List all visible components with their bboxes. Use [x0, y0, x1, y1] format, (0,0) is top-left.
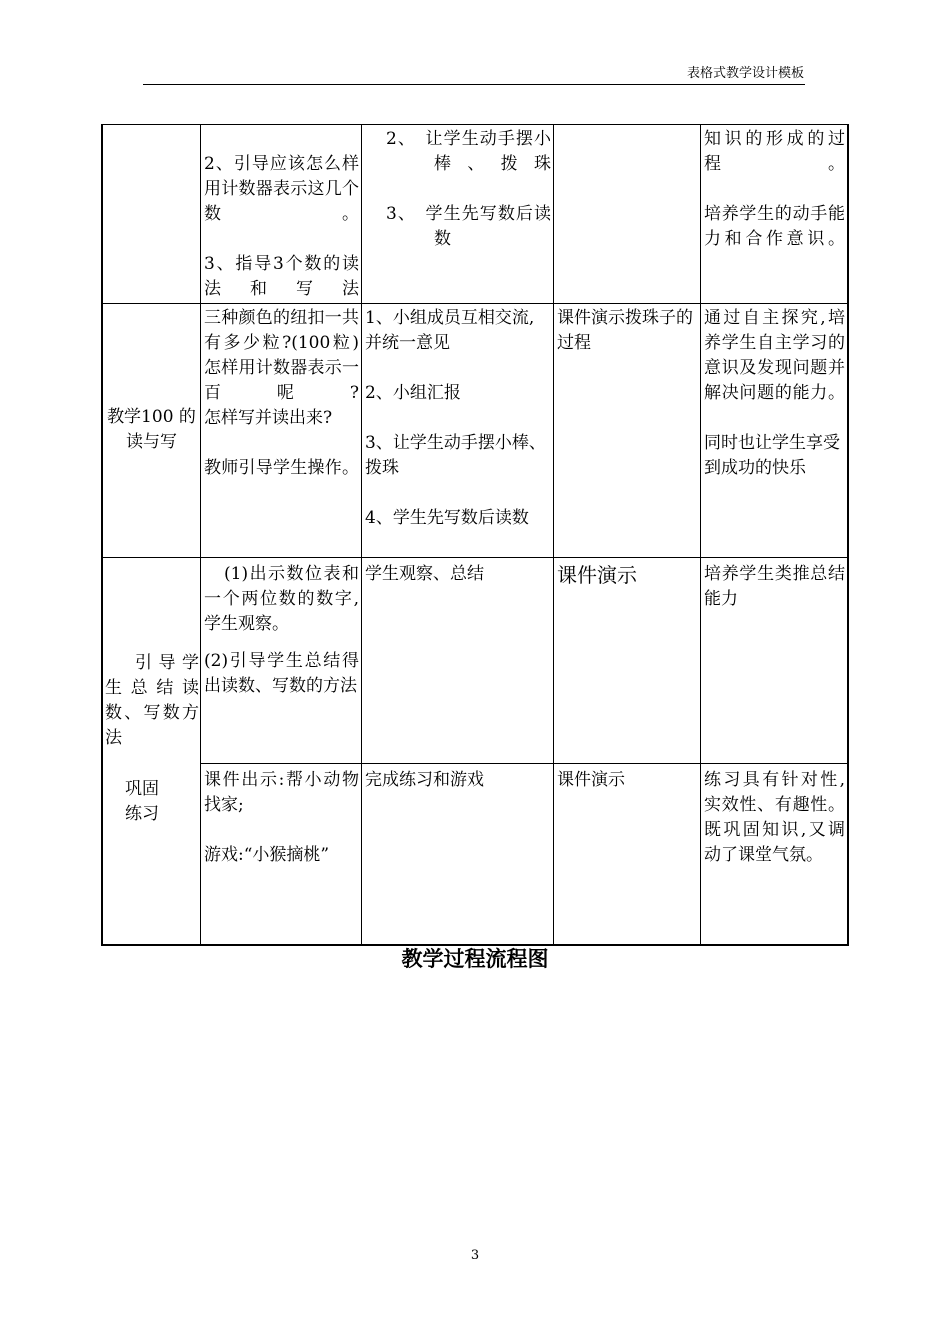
table-border-right: [847, 124, 849, 946]
row2-stage-cell: [103, 405, 200, 455]
table-col-line: [553, 124, 554, 946]
row3-teacher-item: (1)出示数位表和一个两位数的数字,学生观察。: [204, 564, 359, 634]
flowchart-title: 教学过程流程图: [401, 947, 549, 971]
row4-student-text: 完成练习和游戏: [365, 770, 484, 790]
row2-teacher-item: 怎样写并读出来?: [204, 408, 333, 428]
row3-teacher-item: (2)引导学生总结得出读数、写数的方法: [204, 651, 359, 696]
row2-purpose-item: 通过自主探究,培养学生自主学习的意识及发现问题并解决问题的能力。: [704, 308, 845, 403]
table-row-line: [200, 763, 849, 764]
row3-stage-cell: [103, 651, 200, 751]
row4-stage-label: 巩固练习: [125, 779, 159, 824]
header-rule: [143, 84, 805, 85]
row1-student-item: 2、 让学生动手摆小棒、拨珠: [386, 129, 551, 174]
header-title: 表格式教学设计模板: [686, 66, 804, 81]
row1-purpose-cell: [701, 125, 847, 252]
row1-purpose-item: 培养学生的动手能力和合作意识。: [704, 204, 845, 249]
row4-purpose-text: 练习具有针对性,实效性、有趣性。既巩固知识,又调动了课堂气氛。: [704, 770, 845, 865]
row4-media-text: 课件演示: [557, 770, 625, 790]
row3-purpose-text: 培养学生类推总结能力: [704, 564, 845, 609]
row2-teacher-item: 教师引导学生操作。: [204, 458, 359, 478]
row3-student-cell: [362, 560, 553, 587]
row2-teacher-item: 怎样用计数器表示一百呢?: [204, 358, 359, 403]
row1-teacher-item: 3、指导3个数的读法和写法: [204, 254, 359, 299]
row3-purpose-cell: [701, 560, 847, 612]
row4-teacher-item: 课件出示:帮小动物找家;: [204, 770, 359, 815]
row1-media-cell: [554, 125, 700, 127]
row2-student-item: 4、学生先写数后读数: [365, 508, 529, 528]
row2-student-item: 2、小组汇报: [365, 383, 461, 403]
table-row-line: [101, 557, 849, 558]
row2-media-cell: [554, 304, 700, 356]
row4-student-cell: [362, 766, 553, 793]
row3-teacher-cell: [201, 560, 361, 699]
row3-stage-label: 引导学生总结读数、写数方法: [105, 653, 199, 748]
row1-purpose-item: 知识的形成的过程。: [704, 129, 845, 174]
row4-purpose-cell: [701, 766, 847, 868]
row1-teacher-cell: [201, 125, 361, 302]
row2-teacher-cell: [201, 304, 361, 481]
row2-student-item: 1、小组成员互相交流,并统一意见: [365, 308, 535, 353]
row2-teacher-item: 三种颜色的纽扣一共有多少粒?(100粒): [204, 308, 359, 353]
row3-student-text: 学生观察、总结: [365, 564, 484, 584]
row2-purpose-item: 同时也让学生享受到成功的快乐: [704, 433, 840, 478]
row4-media-cell: [554, 766, 700, 793]
row2-media-text: 课件演示拨珠子的过程: [557, 308, 693, 353]
row3-media-text: 课件演示: [557, 563, 637, 587]
row2-student-cell: [362, 304, 553, 531]
row2-purpose-cell: [701, 304, 847, 481]
row1-student-cell: [362, 125, 553, 252]
row2-student-item: 3、让学生动手摆小棒、拨珠: [365, 433, 546, 478]
row4-teacher-cell: [201, 766, 361, 868]
row4-stage-cell: [103, 775, 200, 827]
row1-teacher-item: 2、引导应该怎么样用计数器表示这几个数。: [204, 154, 359, 224]
row1-student-item: 3、 学生先写数后读数: [386, 204, 551, 249]
row2-stage-label: 教学100 的读与写: [107, 407, 196, 452]
page-number: 3: [470, 1248, 480, 1263]
row4-teacher-item: 游戏:“小猴摘桃”: [204, 845, 330, 865]
row3-media-cell: [554, 559, 700, 589]
